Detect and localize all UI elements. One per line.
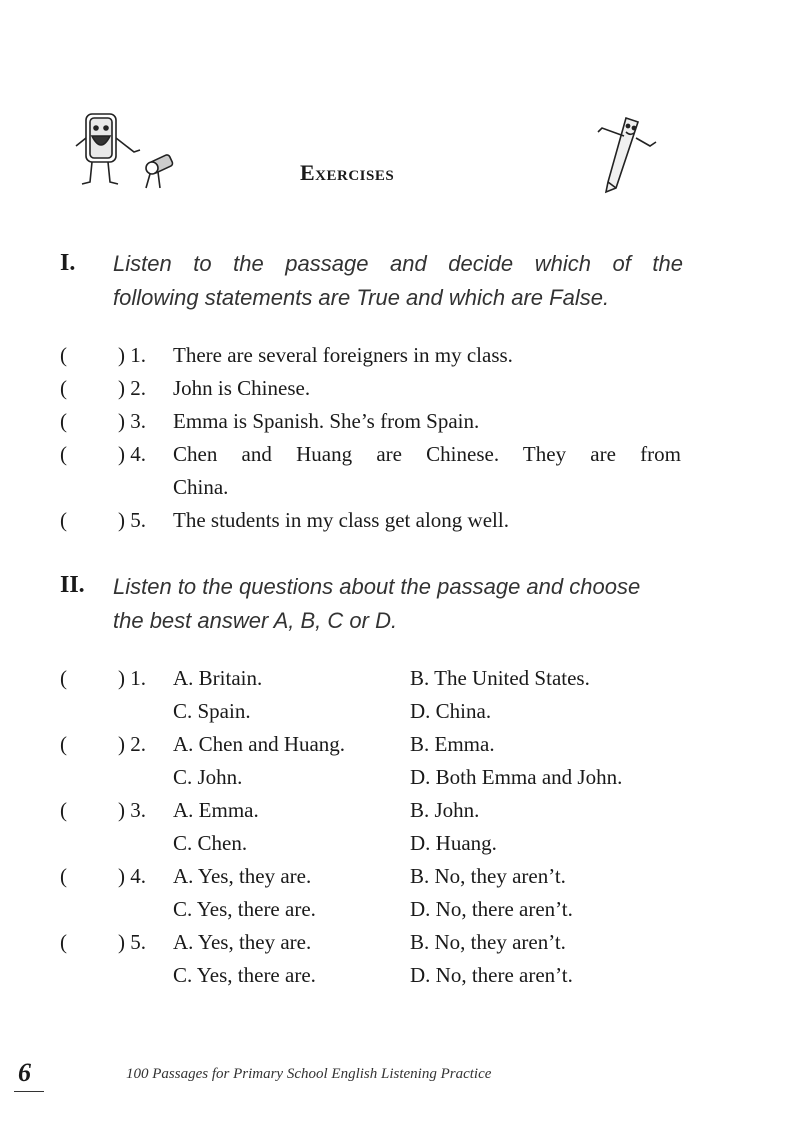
answer-blank-open[interactable]: ( [60,442,67,466]
option-d: D. Both Emma and John. [410,765,623,789]
question-row-options [60,761,690,794]
statement-text: Emma is Spanish. She’s from Spain. [173,409,480,433]
section2-instruction-line2: the best answer A, B, C or D. [113,608,398,633]
answer-blank-open[interactable]: ( [60,343,67,367]
section2-number: II. [60,572,85,598]
option-c: C. Chen. [173,831,248,855]
question-row-options [60,893,690,926]
option-b: B. The United States. [410,666,590,690]
option-c: C. Yes, there are. [173,963,316,987]
question-row-options [60,959,690,992]
statement-text-continuation: China. [173,475,229,499]
option-a: A. Chen and Huang. [173,732,346,756]
option-b: B. No, they aren’t. [410,864,566,888]
question-row-options [60,695,690,728]
option-b: B. Emma. [410,732,495,756]
option-a: A. Britain. [173,666,263,690]
list-item-continuation [60,471,690,504]
page-number-underline [14,1091,44,1092]
page-number: 6 [18,1058,31,1087]
answer-blank-open[interactable]: ( [60,508,67,532]
option-d: D. No, there aren’t. [410,897,573,921]
question-number: ) 3. [118,409,146,433]
cartoon-pencil-icon [596,112,660,203]
cartoon-mascot-icon [72,108,192,198]
page-title: Exercises [300,160,395,185]
list-item [60,372,690,405]
section1-number: I. [60,250,76,276]
book-title-footer: 100 Passages for Primary School English Listening Practice [126,1066,492,1082]
list-item [60,405,690,438]
answer-blank-open[interactable]: ( [60,930,67,954]
option-b: B. No, they aren’t. [410,930,566,954]
answer-blank-open[interactable]: ( [60,666,67,690]
list-item [60,438,690,471]
question-row [60,794,690,827]
question-row-options [60,827,690,860]
question-number: ) 2. [118,376,146,400]
answer-blank-open[interactable]: ( [60,409,67,433]
option-c: C. John. [173,765,243,789]
question-number: ) 1. [118,666,146,690]
list-item [60,339,690,372]
question-row [60,926,690,959]
section2-instruction [113,570,683,638]
option-d: D. China. [410,699,492,723]
question-number: ) 3. [118,798,146,822]
section2-instruction-line1: Listen to the questions about the passage and choose [113,574,641,599]
list-item [60,504,690,537]
statement-text: The students in my class get along well. [173,508,509,532]
question-number: ) 4. [118,864,146,888]
question-number: ) 5. [118,930,146,954]
answer-blank-open[interactable]: ( [60,376,67,400]
statement-text: Chen and Huang are Chinese. They are from [173,442,681,466]
section1-instruction-line2: following statements are True and which are False. [113,285,610,310]
option-d: D. No, there aren’t. [410,963,573,987]
question-number: ) 5. [118,508,146,532]
answer-blank-open[interactable]: ( [60,864,67,888]
question-number: ) 1. [118,343,146,367]
question-number: ) 4. [118,442,146,466]
question-row [60,860,690,893]
statement-text: There are several foreigners in my class. [173,343,513,367]
question-row [60,662,690,695]
option-a: A. Emma. [173,798,259,822]
question-number: ) 2. [118,732,146,756]
option-b: B. John. [410,798,480,822]
statement-text: John is Chinese. [173,376,311,400]
option-d: D. Huang. [410,831,497,855]
option-a: A. Yes, they are. [173,864,312,888]
option-c: C. Spain. [173,699,251,723]
answer-blank-open[interactable]: ( [60,798,67,822]
section1-instruction [113,247,683,315]
question-row [60,728,690,761]
option-c: C. Yes, there are. [173,897,316,921]
answer-blank-open[interactable]: ( [60,732,67,756]
option-a: A. Yes, they are. [173,930,312,954]
section1-instruction-line1: Listen to the passage and decide which of the [113,251,683,276]
